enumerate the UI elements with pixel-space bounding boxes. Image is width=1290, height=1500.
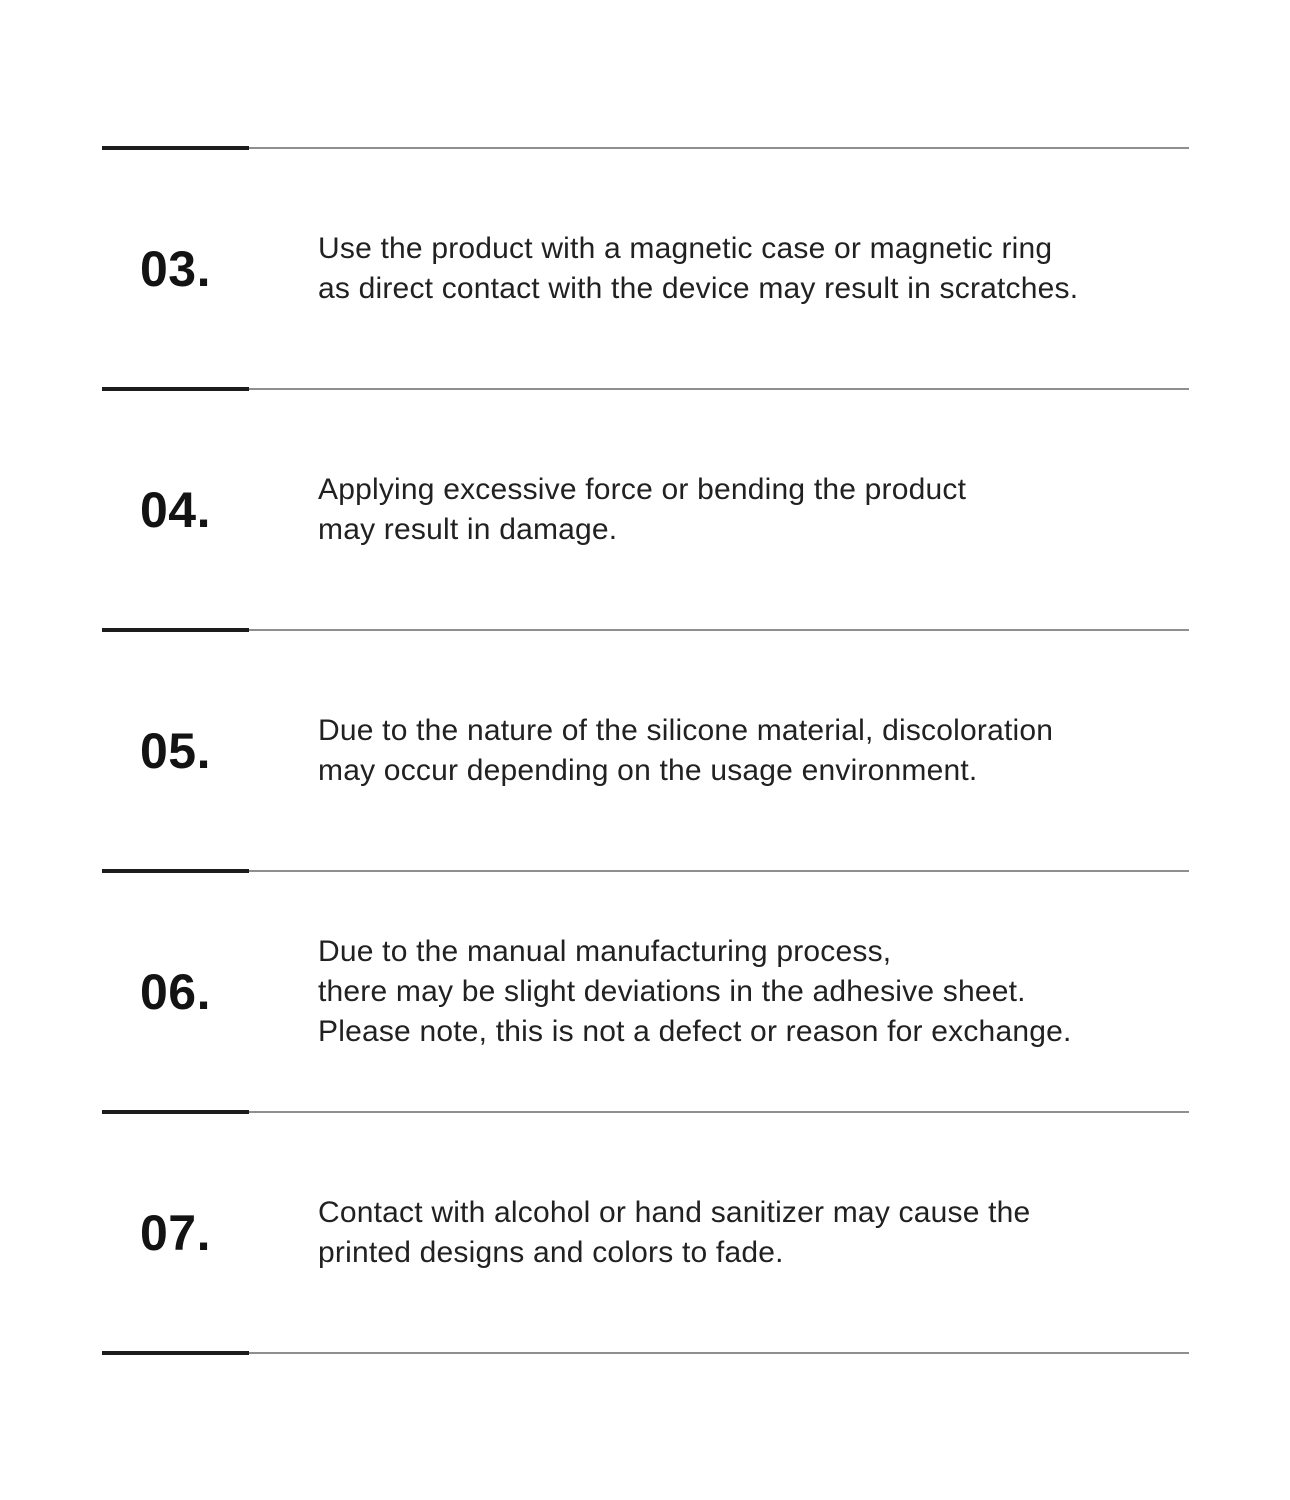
divider-rule: [249, 1111, 1189, 1113]
item-text: [318, 932, 1072, 1052]
divider-rule: [249, 629, 1189, 631]
item-text-line: Applying excessive force or bending the product: [318, 472, 967, 506]
caution-item: [102, 632, 1189, 869]
divider-rule: [249, 147, 1189, 149]
divider-rule: [249, 870, 1189, 872]
item-number: 06.: [139, 963, 211, 1020]
caution-item: [102, 391, 1189, 628]
divider-accent-bar: [102, 146, 249, 150]
item-text-line: Contact with alcohol or hand sanitizer may cause the: [318, 1195, 1031, 1229]
item-number: 05.: [139, 722, 211, 779]
divider-accent-bar: [102, 869, 249, 873]
divider-rule: [249, 388, 1189, 390]
divider-accent-bar: [102, 628, 249, 632]
item-text: [318, 711, 1053, 791]
item-text: [318, 1193, 1030, 1273]
item-text: [318, 470, 966, 550]
divider-accent-bar: [102, 387, 249, 391]
item-text-line: Please note, this is not a defect or reason for exchange.: [318, 1014, 1072, 1048]
item-number: 07.: [139, 1204, 211, 1261]
caution-item: [102, 1114, 1189, 1351]
divider-accent-bar: [102, 1351, 249, 1355]
caution-list: [102, 146, 1189, 1355]
divider-accent-bar: [102, 1110, 249, 1114]
item-text-line: may result in damage.: [318, 512, 618, 546]
item-text-line: there may be slight deviations in the adhesive sheet.: [318, 974, 1026, 1008]
item-number: 03.: [139, 240, 211, 297]
caution-item: [102, 150, 1189, 387]
item-text-line: Due to the manual manufacturing process,: [318, 934, 892, 968]
item-text-line: Use the product with a magnetic case or magnetic ring: [318, 231, 1053, 265]
item-number: 04.: [139, 481, 211, 538]
item-text-line: printed designs and colors to fade.: [318, 1235, 784, 1269]
item-text-line: as direct contact with the device may result in scratches.: [318, 271, 1079, 305]
divider-rule: [249, 1352, 1189, 1354]
item-text-line: Due to the nature of the silicone material, discoloration: [318, 713, 1054, 747]
item-text-line: may occur depending on the usage environment.: [318, 753, 978, 787]
section-divider: [102, 1351, 1189, 1355]
caution-item: [102, 873, 1189, 1110]
item-text: [318, 229, 1078, 309]
